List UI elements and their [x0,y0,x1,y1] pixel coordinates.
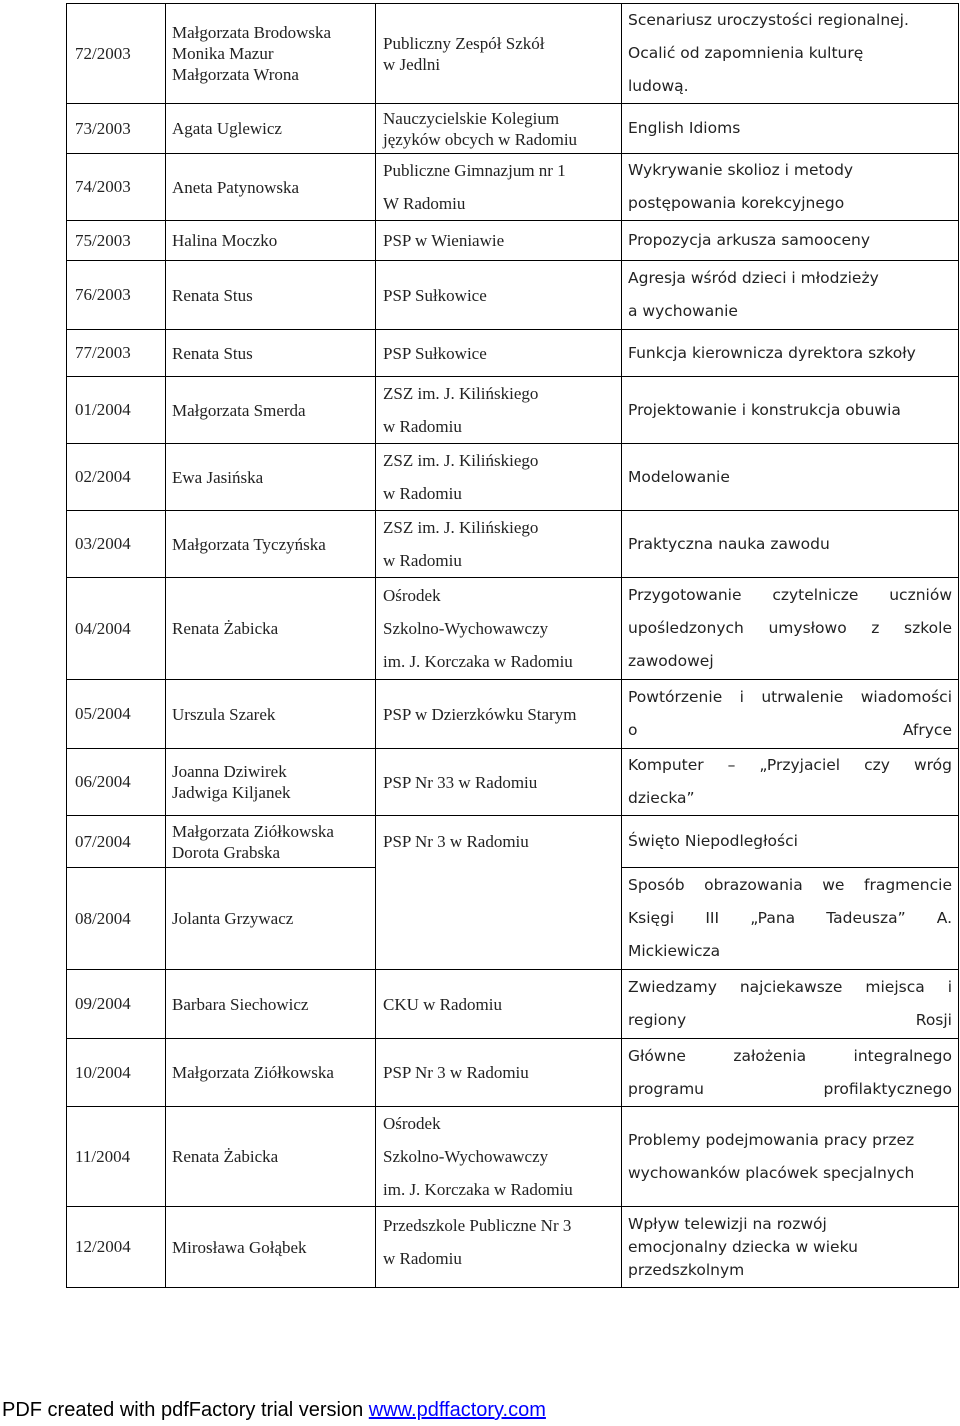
table-row [67,749,959,816]
authors-cell: Ewa Jasińska [166,444,376,511]
table-row [67,444,959,511]
authors-cell: Małgorzata Ziółkowska [166,1039,376,1107]
table-row [67,970,959,1039]
authors-cell: Renata Stus [166,330,376,377]
authors-cell: Barbara Siechowicz [166,970,376,1039]
institution-cell: PSP Nr 33 w Radomiu [376,749,622,816]
institution-cell: PSP w Wieniawie [376,221,622,261]
table-row [67,680,959,749]
institution-cell: ZSZ im. J. Kilińskiego w Radomiu [376,377,622,444]
institution-cell: PSP w Dzierzkówku Starym [376,680,622,749]
authors-cell: Joanna Dziwirek Jadwiga Kiljanek [166,749,376,816]
authors-cell: Małgorzata Ziółkowska Dorota Grabska [166,816,376,868]
signature-cell: 06/2004 [67,749,166,816]
institution-cell: PSP Nr 3 w Radomiu [376,1039,622,1107]
signature-cell: 11/2004 [67,1107,166,1207]
institution-cell: Ośrodek Szkolno-Wychowawczy im. J. Korczaka w Radomiu [376,578,622,680]
table-row [67,377,959,444]
table-row [67,154,959,221]
institution-cell: Przedszkole Publiczne Nr 3 w Radomiu [376,1207,622,1288]
authors-cell: Renata Żabicka [166,578,376,680]
institution-cell: Ośrodek Szkolno-Wychowawczy im. J. Korczaka w Radomiu [376,1107,622,1207]
institution-cell: Publiczne Gimnazjum nr 1 W Radomiu [376,154,622,221]
title-cell: Główne założenia integralnego programu profilaktycznego [622,1039,959,1107]
title-cell: Sposób obrazowania we fragmencie Księgi III „Pana Tadeusza” A. Mickiewicza [622,868,959,970]
signature-cell: 01/2004 [67,377,166,444]
signature-cell: 76/2003 [67,261,166,330]
signature-cell: 08/2004 [67,868,166,970]
authors-cell: Małgorzata Smerda [166,377,376,444]
signature-cell: 10/2004 [67,1039,166,1107]
signature-cell: 73/2003 [67,104,166,154]
title-cell: Agresja wśród dzieci i młodzieży a wychowanie [622,261,959,330]
table-row [67,221,959,261]
table-row [67,1207,959,1288]
signature-cell: 02/2004 [67,444,166,511]
institution-cell: ZSZ im. J. Kilińskiego w Radomiu [376,444,622,511]
title-cell: Powtórzenie i utrwalenie wiadomości o Afryce [622,680,959,749]
authors-cell: Mirosława Gołąbek [166,1207,376,1288]
signature-cell: 04/2004 [67,578,166,680]
table-row [67,104,959,154]
institution-cell: ZSZ im. J. Kilińskiego w Radomiu [376,511,622,578]
title-cell: Propozycja arkusza samooceny [622,221,959,261]
table-row [67,578,959,680]
table-row [67,511,959,578]
title-cell: Przygotowanie czytelnicze uczniów upośledzonych umysłowo z szkole zawodowej [622,578,959,680]
authors-cell: Agata Uglewicz [166,104,376,154]
signature-cell: 72/2003 [67,4,166,104]
signature-cell: 74/2003 [67,154,166,221]
footer-text: PDF created with pdfFactory trial version [2,1399,369,1421]
title-cell: Praktyczna nauka zawodu [622,511,959,578]
title-cell: Problemy podejmowania pracy przez wychowanków placówek specjalnych [622,1107,959,1207]
authors-cell: Aneta Patynowska [166,154,376,221]
title-cell: English Idioms [622,104,959,154]
signature-cell: 03/2004 [67,511,166,578]
title-cell: Święto Niepodległości [622,816,959,868]
table-row [67,330,959,377]
table-row [67,868,959,970]
authors-cell: Renata Stus [166,261,376,330]
table-row [67,4,959,104]
institution-cell: CKU w Radomiu [376,970,622,1039]
table-row [67,816,959,868]
title-cell: Scenariusz uroczystości regionalnej. Ocalić od zapomnienia kulturę ludową. [622,4,959,104]
pdf-footer [0,1399,960,1426]
institution-cell [376,868,622,970]
registry-table [66,3,959,1288]
authors-cell: Renata Żabicka [166,1107,376,1207]
authors-cell: Jolanta Grzywacz [166,868,376,970]
authors-cell: Urszula Szarek [166,680,376,749]
institution-cell: Nauczycielskie Kolegium języków obcych w Radomiu [376,104,622,154]
signature-cell: 12/2004 [67,1207,166,1288]
signature-cell: 09/2004 [67,970,166,1039]
title-cell: Zwiedzamy najciekawsze miejsca i regiony Rosji [622,970,959,1039]
title-cell: Wpływ telewizji na rozwój emocjonalny dziecka w wieku przedszkolnym [622,1207,959,1288]
title-cell: Modelowanie [622,444,959,511]
title-cell: Projektowanie i konstrukcja obuwia [622,377,959,444]
signature-cell: 05/2004 [67,680,166,749]
title-cell: Funkcja kierownicza dyrektora szkoły [622,330,959,377]
footer-link[interactable]: www.pdffactory.com [368,1399,546,1421]
table-row [67,261,959,330]
signature-cell: 77/2003 [67,330,166,377]
authors-cell: Małgorzata Brodowska Monika Mazur Małgorzata Wrona [166,4,376,104]
title-cell: Komputer – „Przyjaciel czy wróg dziecka” [622,749,959,816]
table-row [67,1107,959,1207]
title-cell: Wykrywanie skolioz i metody postępowania korekcyjnego [622,154,959,221]
institution-cell: PSP Sułkowice [376,330,622,377]
authors-cell: Halina Moczko [166,221,376,261]
institution-cell: PSP Nr 3 w Radomiu [376,816,622,868]
institution-cell: PSP Sułkowice [376,261,622,330]
table-row [67,1039,959,1107]
institution-cell: Publiczny Zespół Szkół w Jedlni [376,4,622,104]
authors-cell: Małgorzata Tyczyńska [166,511,376,578]
signature-cell: 07/2004 [67,816,166,868]
signature-cell: 75/2003 [67,221,166,261]
